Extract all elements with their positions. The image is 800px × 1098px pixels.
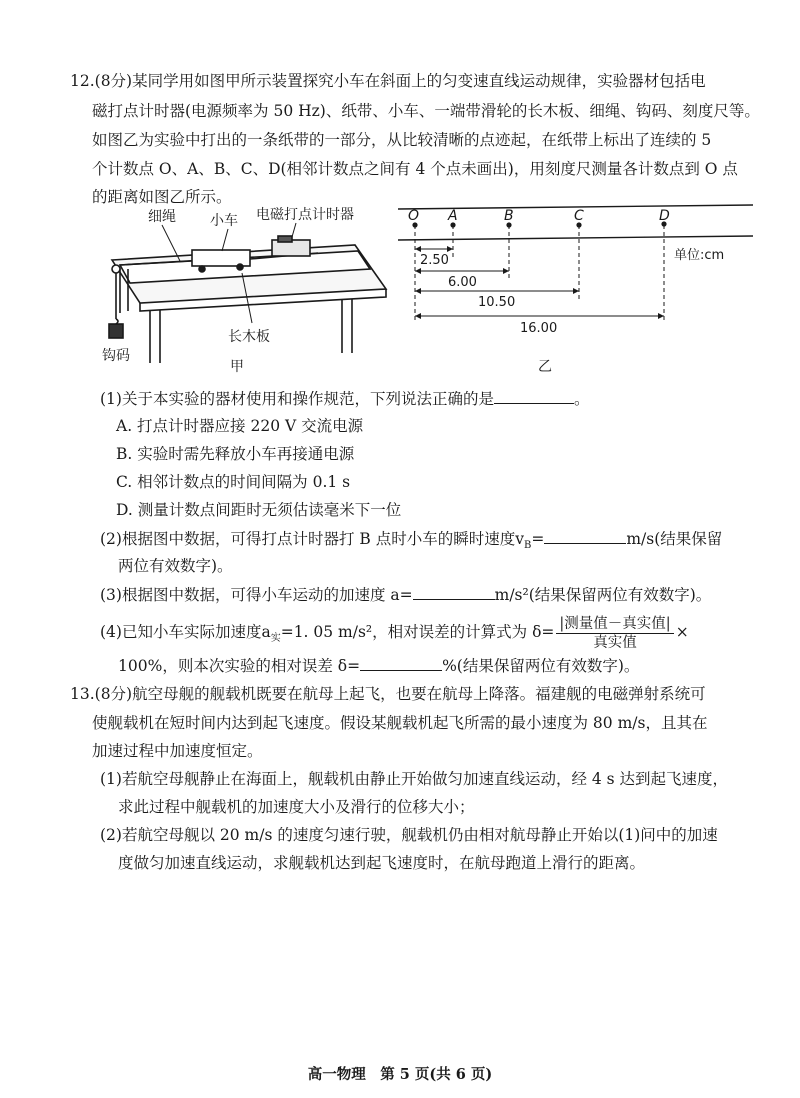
option-d: D. 测量计数点间距时无须估读毫米下一位 [116, 501, 402, 519]
q12-stem-line-1: 12.(8分)某同学用如图甲所示装置探究小车在斜面上的匀变速直线运动规律，实验器材包括电 [70, 72, 706, 90]
q13-sub2-line-1: (2)若航空母舰以 20 m/s 的速度匀速行驶，舰载机仍由相对航母静止开始以(1)问中的加速 [100, 826, 718, 844]
label-cart: 小车 [210, 213, 238, 229]
subscript-shi: 实 [270, 633, 281, 645]
option-c: C. 相邻计数点的时间间隔为 0.1 s [116, 473, 351, 491]
table-leg [150, 310, 160, 363]
times-sign: × [675, 623, 689, 641]
q12-sub4-text-c: 100%，则本次实验的相对误差 δ= [118, 657, 361, 675]
option-b: B. 实验时需先释放小车再接通电源 [116, 445, 355, 463]
page-footer: 高一物理 第 5 页(共 6 页) [307, 1066, 493, 1083]
q12-sub4-text-b: =1. 05 m/s²，相对误差的计算式为 δ= [280, 623, 555, 641]
answer-blank-3[interactable] [413, 583, 495, 600]
q12-sub3-text: (3)根据图中数据，可得小车运动的加速度 a= [100, 586, 413, 604]
q12-sub4-text: (4)已知小车实际加速度a [100, 623, 271, 641]
dist-OD: 16.00 [520, 321, 558, 336]
figure-yi [398, 203, 753, 378]
q12-sub3 [100, 583, 711, 606]
point-A: A [448, 208, 458, 224]
answer-blank-4[interactable] [360, 654, 442, 671]
answer-blank-2[interactable] [544, 527, 626, 544]
q12-stem-line-2: 磁打点计时器(电源频率为 50 Hz)、纸带、小车、一端带滑轮的长木板、细绳、钩码、刻度尺等。 [92, 102, 760, 120]
table-leg [342, 299, 352, 353]
q12-sub4-cont [118, 654, 639, 677]
q12-sub3-unit: m/s²(结果保留两位有效数字)。 [494, 586, 712, 604]
answer-blank-1[interactable] [494, 387, 574, 404]
tape-bottom-edge [398, 236, 753, 240]
label-board: 长木板 [228, 329, 270, 345]
dist-OA: 2.50 [420, 253, 449, 268]
label-rope: 细绳 [148, 209, 176, 225]
option-a: A. 打点计时器应接 220 V 交流电源 [116, 417, 364, 435]
q12-stem-line-5: 的距离如图乙所示。 [92, 188, 232, 206]
fraction-denominator: 真实值 [593, 634, 637, 651]
q12-sub1 [100, 387, 589, 410]
q12-stem-line-3: 如图乙为实验中打出的一条纸带的一部分，从比较清晰的点迹起，在纸带上标出了连续的 5 [92, 131, 712, 149]
q12-sub2-cont: 两位有效数字)。 [118, 557, 233, 575]
pulley [112, 265, 120, 273]
q13-sub1-line-1: (1)若航空母舰静止在海面上，舰载机由静止开始做匀加速直线运动，经 4 s 达到起飞速度， [100, 770, 729, 788]
dist-OC: 10.50 [478, 295, 516, 310]
point-C: C [574, 208, 584, 224]
q12-stem-line-4: 个计数点 O、A、B、C、D(相邻计数点之间有 4 个点未画出)，用刻度尺测量各计数点到 O 点 [92, 160, 738, 178]
point-B: B [504, 208, 514, 224]
q13-stem-line-1: 13.(8分)航空母舰的舰载机既要在航母上起飞，也要在航母上降落。福建舰的电磁弹射系统可 [70, 685, 706, 703]
point-O: O [408, 208, 420, 224]
label-weight: 钩码 [102, 348, 130, 364]
point-D: D [659, 208, 670, 224]
relative-error-fraction [556, 615, 673, 652]
subscript-b: B [523, 540, 532, 552]
q12-sub1-end: 。 [573, 390, 590, 408]
caption-jia: 甲 [230, 359, 244, 375]
unit-label: 单位:cm [674, 248, 725, 263]
q12-sub2-text: (2)根据图中数据，可得打点计时器打 B 点时小车的瞬时速度v [100, 530, 524, 548]
q12-sub2 [100, 527, 722, 557]
hook-weight [109, 324, 123, 338]
q13-sub2-line-2: 度做匀加速直线运动，求舰载机达到起飞速度时，在航母跑道上滑行的距离。 [118, 854, 646, 872]
q13-stem-line-2: 使舰载机在短时间内达到起飞速度。假设某舰载机起飞所需的最小速度为 80 m/s，且其在 [92, 714, 708, 732]
q13-stem-line-3: 加速过程中加速度恒定。 [92, 742, 263, 760]
caption-yi: 乙 [538, 359, 552, 375]
q13-sub1-line-2: 求此过程中舰载机的加速度大小及滑行的位移大小； [118, 798, 475, 816]
q12-sub1-text: (1)关于本实验的器材使用和操作规范，下列说法正确的是 [100, 390, 494, 408]
q12-sub4 [100, 612, 689, 659]
q12-sub4-text-d: %(结果保留两位有效数字)。 [442, 657, 640, 675]
q12-sub2-eq: = [531, 530, 545, 548]
fraction-numerator: |测量值－真实值| [556, 615, 673, 634]
figure-jia [100, 203, 400, 378]
label-timer: 电磁打点计时器 [256, 207, 354, 223]
dist-OB: 6.00 [448, 275, 477, 290]
q12-sub2-unit: m/s(结果保留 [626, 530, 723, 548]
